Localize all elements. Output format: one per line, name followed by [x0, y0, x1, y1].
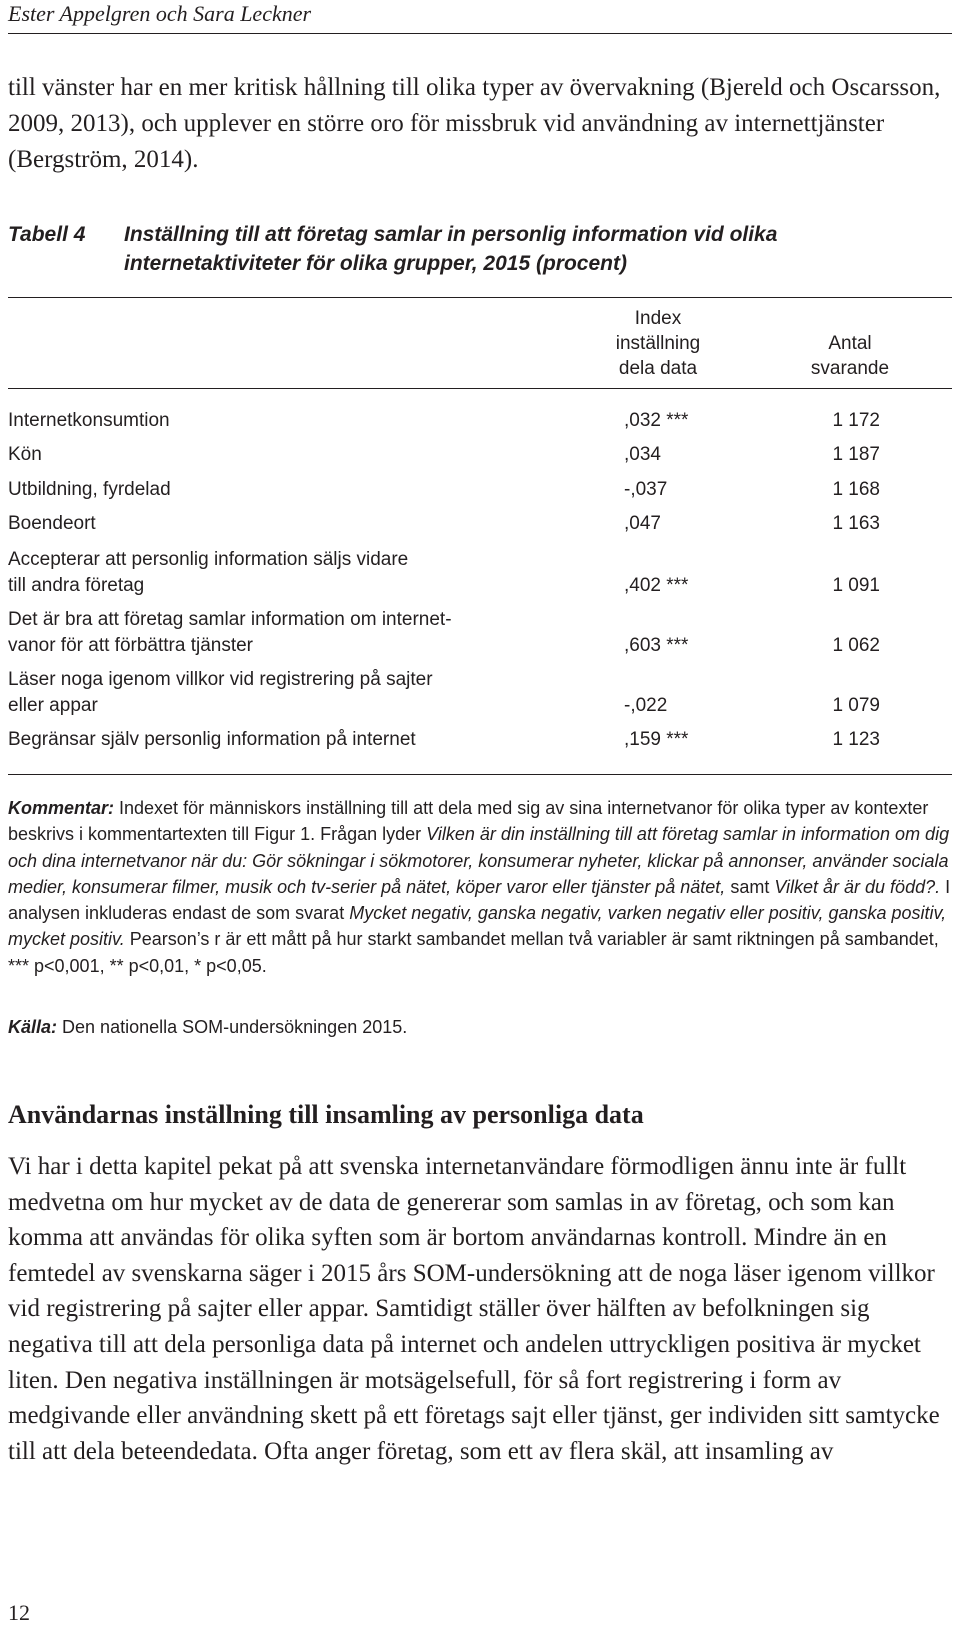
- table-source: Källa: Den nationella SOM-undersökningen 2015.: [8, 1017, 408, 1037]
- table-row: [8, 607, 952, 659]
- intro-paragraph: till vänster har en mer kritisk hållning till olika typer av övervakning (Bjereld och Oscarsson, 2009, 2013), och upplever en större oro för missbruk vid användning av internettjänster (Bergström, 2014).: [8, 74, 941, 173]
- row-count-value: 1 091: [832, 575, 880, 596]
- row-count-value: 1 168: [832, 479, 880, 500]
- row-count-value: 1 163: [832, 513, 880, 534]
- table-row: [8, 511, 952, 537]
- table-title: Inställning till att företag samlar in personlig information vid olika internetaktiviteter för olika grupper, 2015 (procent): [124, 223, 778, 275]
- body-paragraph: Vi har i detta kapitel pekat på att svenska internetanvändare förmodligen ännu inte är fullt medvetna om hur mycket av de data de genererar som samlas in av företag, och som kan komma att användas för olika syften som är bortom användarnas kontroll. Mindre än en femtedel av svenskarna säger i 2015 års SOM-undersökning att de noga läser igenom villkor vid registrering på sajter eller appar. Samtidigt ställer över hälften av befolkningen sig negativa till att dela personliga data på internet och andelen uttryckligen positiva är mycket liten. Den negativa inställningen är motsägelsefull, för så fort registrering i form av medgivande eller användning skett på ett företags sajt eller tjänst, ger individen sitt samtycke till att dela beteendedata. Ofta anger företag, som ett av flera skäl, att insamling av: [8, 1153, 940, 1465]
- row-label: Begränsar själv personlig information på internet: [8, 729, 416, 750]
- table-row: [8, 667, 952, 719]
- source-label: Källa:: [8, 1017, 58, 1037]
- page-number: 12: [8, 1600, 30, 1625]
- table-row: [8, 547, 952, 599]
- row-index-value: ,603 ***: [624, 635, 689, 656]
- table-bottom-rule: [8, 774, 952, 775]
- row-label: Utbildning, fyrdelad: [8, 479, 171, 500]
- row-count-value: 1 079: [832, 695, 880, 716]
- row-index-value: ,159 ***: [624, 729, 689, 750]
- running-header: Ester Appelgren och Sara Leckner: [8, 1, 312, 26]
- row-index-value: ,032 ***: [624, 410, 689, 431]
- section-heading: Användarnas inställning till insamling av personliga data: [8, 1100, 644, 1129]
- table-top-rule: [8, 297, 952, 298]
- table-row: [8, 408, 952, 434]
- row-index-value: ,047: [624, 513, 661, 534]
- table-label: Tabell 4: [8, 223, 86, 246]
- column-header-index: Index inställning dela data: [615, 308, 701, 379]
- table-header-rule: [8, 388, 952, 389]
- row-index-value: -,037: [624, 479, 668, 500]
- row-count-value: 1 123: [832, 729, 880, 750]
- row-label: Det är bra att företag samlar information om internet- vanor för att förbättra tjänster: [8, 609, 452, 656]
- row-count-value: 1 062: [832, 635, 880, 656]
- row-label: Läser noga igenom villkor vid registrering på sajter eller appar: [8, 669, 433, 716]
- row-index-value: -,022: [624, 695, 668, 716]
- row-label: Accepterar att personlig information säljs vidare till andra företag: [8, 549, 409, 596]
- table-row: [8, 727, 952, 753]
- row-count-value: 1 172: [832, 410, 880, 431]
- row-index-value: ,402 ***: [624, 575, 689, 596]
- table-comment: Kommentar: Indexet för människors inställning till att dela med sig av sina internetvanor för olika typer av kontexter beskrivs i kommentartexten till Figur 1. Frågan lyder Vilken är din inställning till att företag samlar in information om dig och dina internetvanor när du: Gör sökningar i sökmotorer, konsumerar nyheter, klickar på annonser, använder sociala medier, konsumerar filmer, musik och tv-serier på nätet, köper varor eller tjänster på nätet, samt Vilket år är du född?. I analysen inkluderas endast de som svarat Mycket negativ, ganska negativ, varken negativ eller positiv, ganska positiv, mycket positiv. Pearson’s r är ett mått på hur starkt sambandet mellan två variabler är samt riktningen på sambandet, *** p<0,001, ** p<0,01, * p<0,05.: [8, 798, 951, 976]
- row-label: Boendeort: [8, 513, 96, 534]
- row-index-value: ,034: [624, 444, 661, 465]
- table-row: [8, 442, 952, 468]
- column-header-count: Antal svarande: [810, 333, 890, 379]
- row-label: Internetkonsumtion: [8, 410, 170, 431]
- row-label: Kön: [8, 444, 42, 465]
- row-count-value: 1 187: [832, 444, 880, 465]
- table-row: [8, 477, 952, 503]
- header-rule: [8, 33, 952, 34]
- comment-label: Kommentar:: [8, 798, 115, 818]
